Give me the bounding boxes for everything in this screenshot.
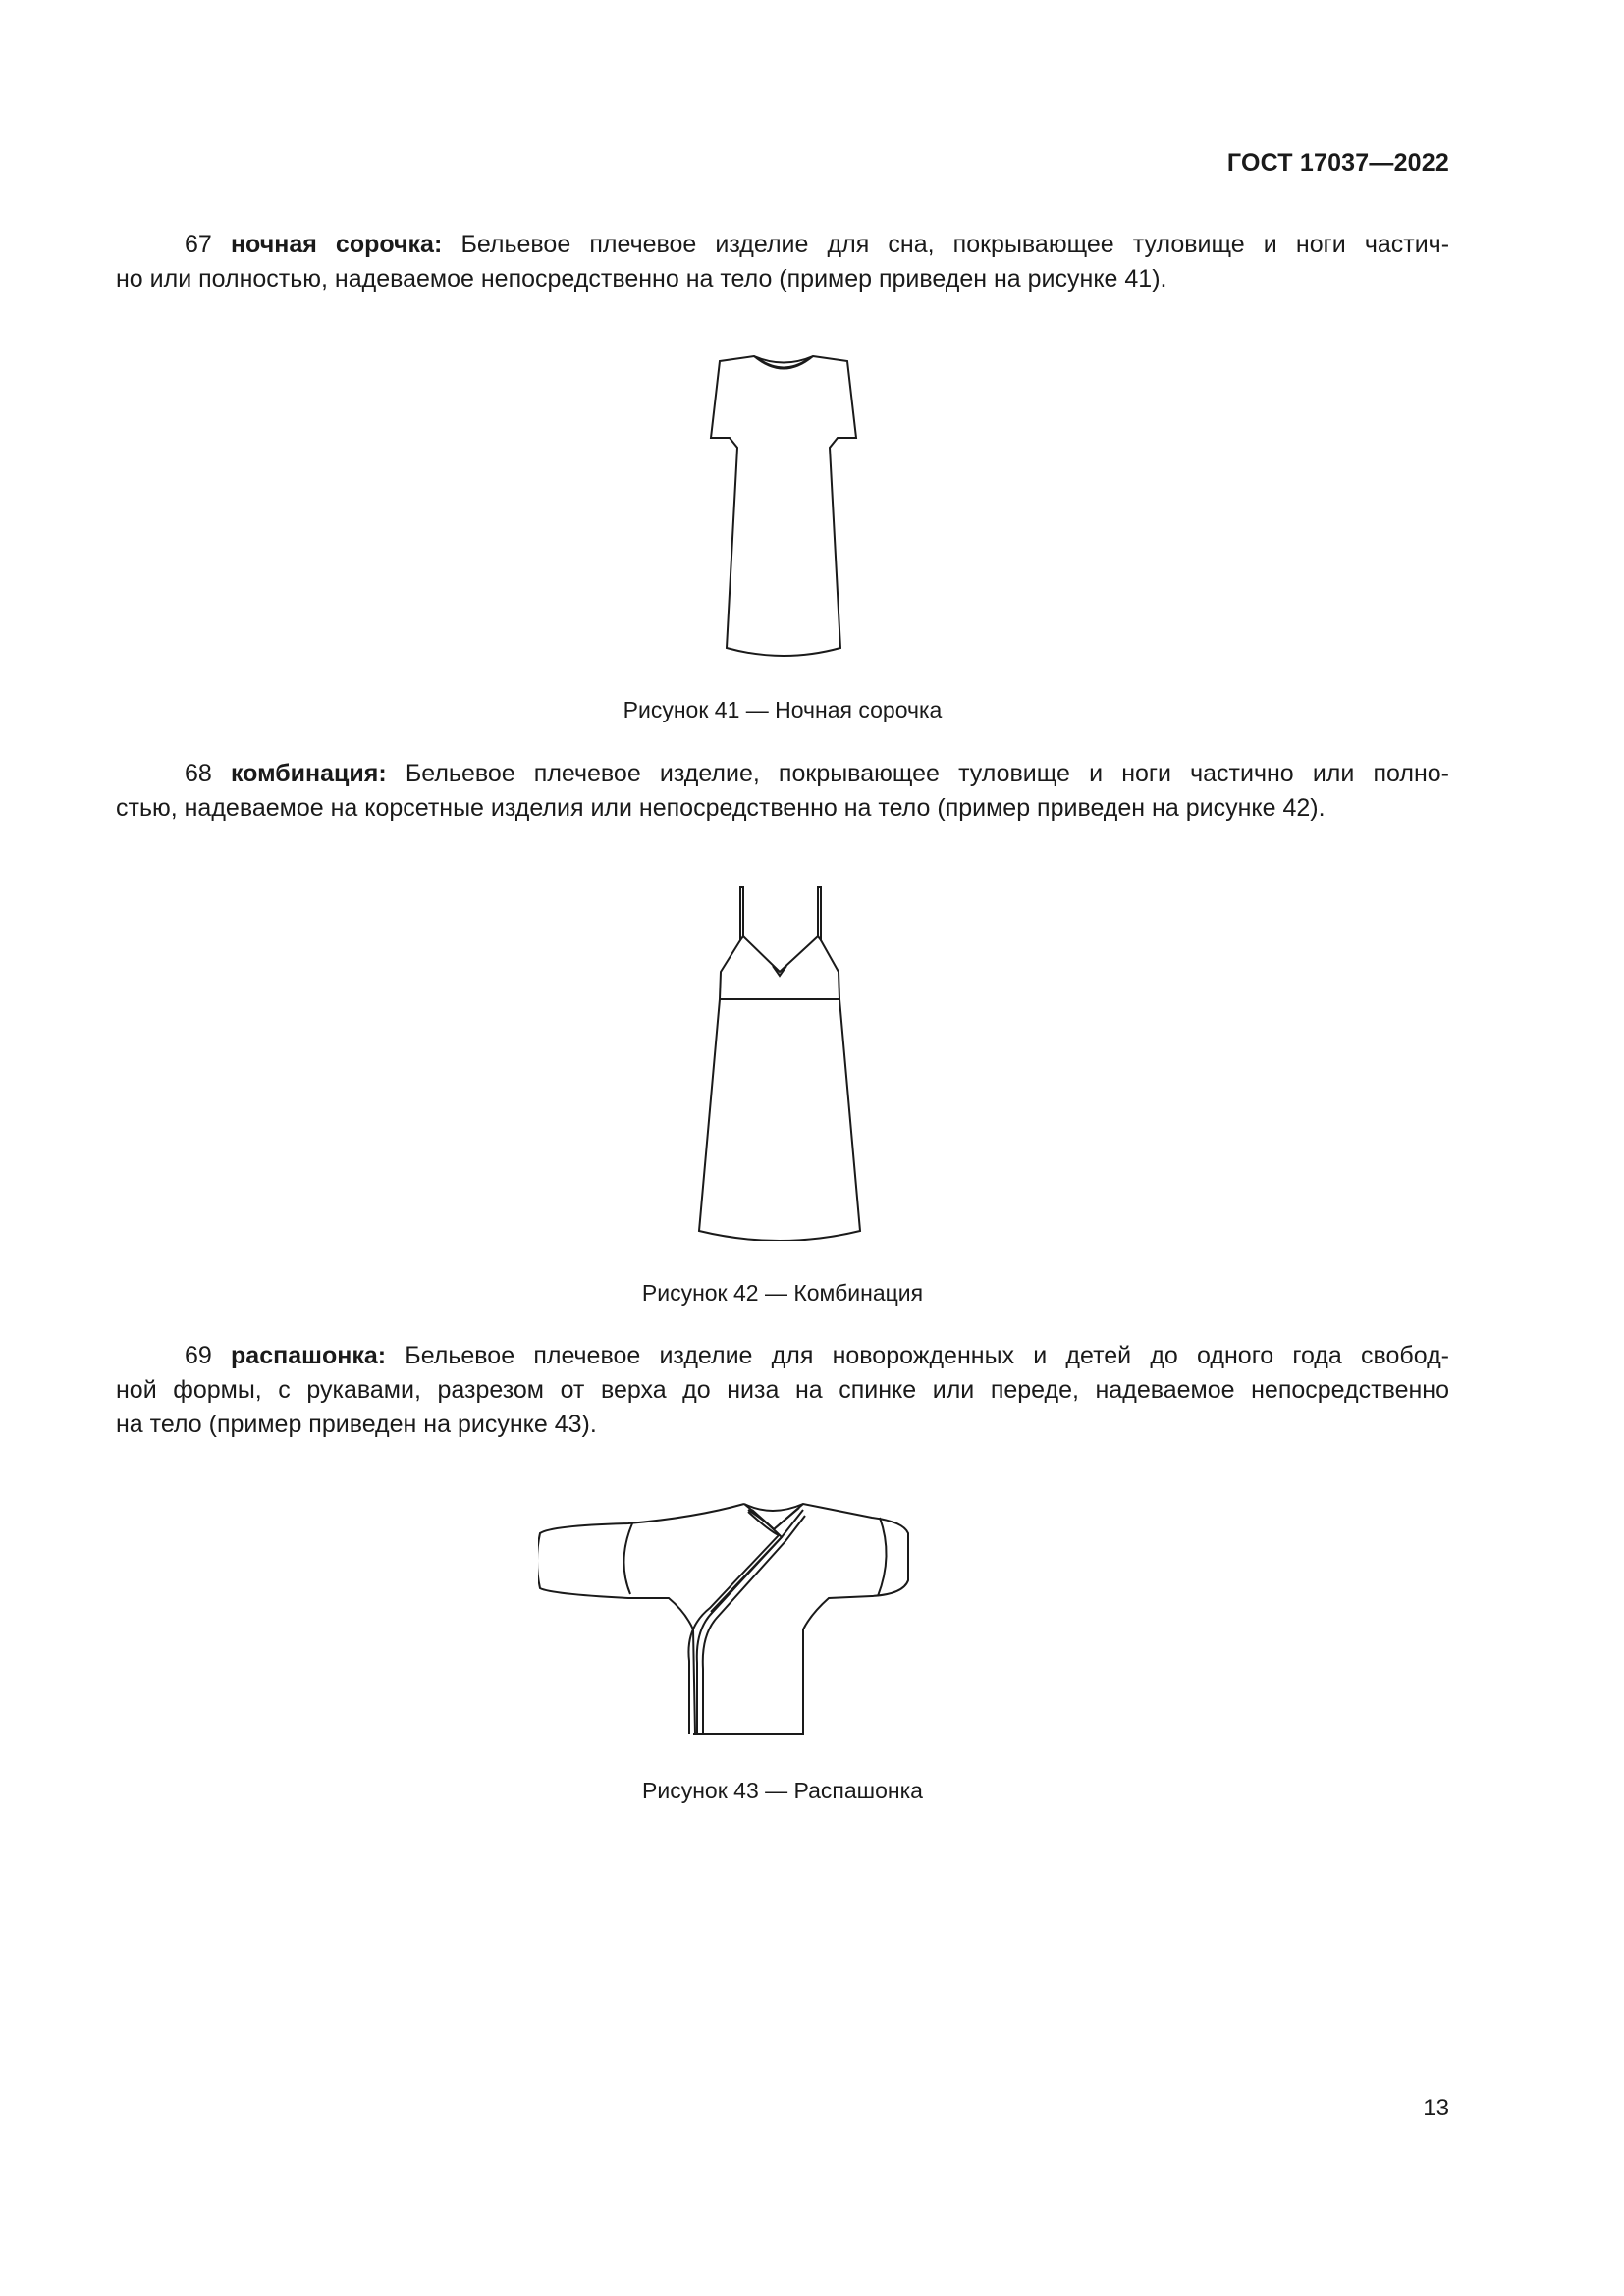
term-number: 67	[185, 231, 212, 258]
paragraph-line: ной формы, с рукавами, разрезом от верха до низа на спинке или переде, надеваемое непосредственно	[116, 1376, 1449, 1404]
document-code-header: ГОСТ 17037—2022	[1226, 149, 1449, 177]
paragraph-line: но или полностью, надеваемое непосредственно на тело (пример приведен на рисунке 41).	[116, 265, 1167, 293]
figure-caption-43: Рисунок 43 — Распашонка	[642, 1778, 923, 1803]
definition-text: Бельевое плечевое изделие, покрывающее туловище и ноги частично или полно-	[405, 760, 1449, 787]
baby-vest-illustration-icon	[538, 1502, 1029, 1743]
paragraph-line	[116, 1339, 1449, 1373]
slip-illustration-icon	[691, 885, 868, 1241]
term-title: ночная сорочка:	[230, 231, 443, 258]
definition-paragraph-68	[116, 757, 1449, 826]
definition-text: Бельевое плечевое изделие для новорожденных и детей до одного года свобод-	[405, 1342, 1449, 1369]
definition-paragraph-67	[116, 228, 1449, 296]
term-number: 69	[185, 1342, 212, 1369]
term-number: 68	[185, 760, 212, 787]
definition-text: Бельевое плечевое изделие для сна, покрывающее туловище и ноги частич-	[460, 231, 1450, 258]
page-number: 13	[1423, 2095, 1449, 2121]
paragraph-line	[116, 228, 1449, 262]
paragraph-line: на тело (пример приведен на рисунке 43).	[116, 1411, 597, 1438]
term-title: распашонка:	[231, 1342, 387, 1369]
nightgown-illustration-icon	[695, 355, 872, 660]
paragraph-line: стью, надеваемое на корсетные изделия или непосредственно на тело (пример приведен на рисунке 42).	[116, 794, 1326, 822]
term-title: комбинация:	[230, 760, 387, 787]
figure-caption-41: Рисунок 41 — Ночная сорочка	[623, 697, 943, 722]
figure-caption-42: Рисунок 42 — Комбинация	[641, 1280, 924, 1306]
paragraph-line	[116, 757, 1449, 791]
definition-paragraph-69	[116, 1339, 1449, 1442]
